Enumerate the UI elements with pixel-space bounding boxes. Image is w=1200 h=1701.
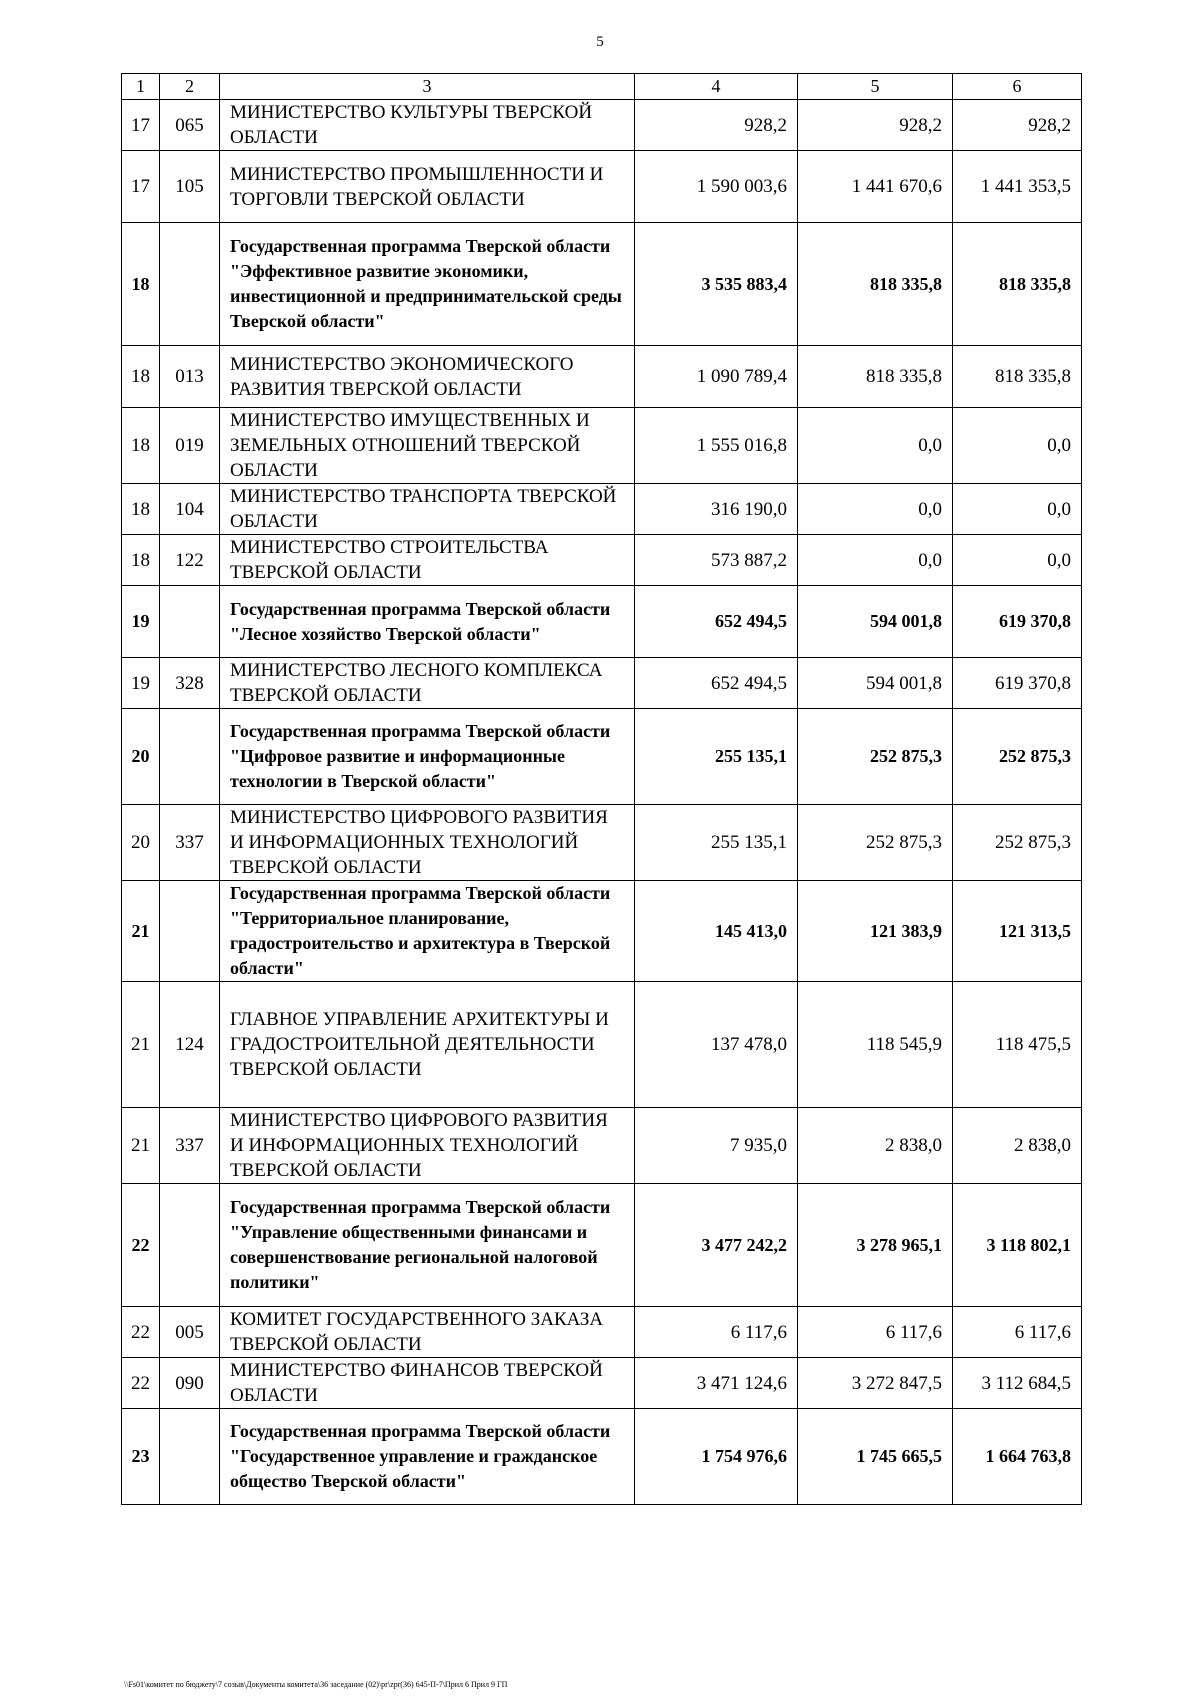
ministry-row [122, 658, 1082, 709]
header-cell: 2 [160, 74, 220, 100]
program-number-cell: 22 [122, 1307, 160, 1358]
name-cell: Государственная программа Тверской области "Территориальное планирование, градостроительство и архитектура в Тверской области" [220, 881, 635, 982]
amount-col5-cell: 0,0 [798, 484, 953, 535]
ministry-row [122, 535, 1082, 586]
amount-col4-cell: 7 935,0 [635, 1108, 798, 1184]
name-cell: МИНИСТЕРСТВО КУЛЬТУРЫ ТВЕРСКОЙ ОБЛАСТИ [220, 100, 635, 151]
program-number-cell: 19 [122, 658, 160, 709]
amount-col5-cell: 594 001,8 [798, 586, 953, 658]
name-cell: МИНИСТЕРСТВО СТРОИТЕЛЬСТВА ТВЕРСКОЙ ОБЛАСТИ [220, 535, 635, 586]
amount-col6-cell: 3 118 802,1 [953, 1184, 1082, 1307]
name-cell: ГЛАВНОЕ УПРАВЛЕНИЕ АРХИТЕКТУРЫ И ГРАДОСТРОИТЕЛЬНОЙ ДЕЯТЕЛЬНОСТИ ТВЕРСКОЙ ОБЛАСТИ [220, 982, 635, 1108]
amount-col4-cell: 1 555 016,8 [635, 408, 798, 484]
amount-col4-cell: 316 190,0 [635, 484, 798, 535]
amount-col5-cell: 3 278 965,1 [798, 1184, 953, 1307]
amount-col4-cell: 652 494,5 [635, 586, 798, 658]
amount-col6-cell: 0,0 [953, 484, 1082, 535]
ministry-code-cell: 337 [160, 1108, 220, 1184]
amount-col6-cell: 0,0 [953, 408, 1082, 484]
ministry-row [122, 346, 1082, 408]
header-cell: 6 [953, 74, 1082, 100]
program-number-cell: 20 [122, 805, 160, 881]
ministry-code-cell [160, 223, 220, 346]
program-number-cell: 19 [122, 586, 160, 658]
program-number-cell: 18 [122, 535, 160, 586]
amount-col4-cell: 1 090 789,4 [635, 346, 798, 408]
ministry-row [122, 151, 1082, 223]
program-number-cell: 18 [122, 346, 160, 408]
program-number-cell: 23 [122, 1409, 160, 1505]
ministry-row [122, 1108, 1082, 1184]
program-row [122, 586, 1082, 658]
name-cell: МИНИСТЕРСТВО ЦИФРОВОГО РАЗВИТИЯ И ИНФОРМАЦИОННЫХ ТЕХНОЛОГИЙ ТВЕРСКОЙ ОБЛАСТИ [220, 805, 635, 881]
amount-col5-cell: 252 875,3 [798, 709, 953, 805]
ministry-row [122, 1358, 1082, 1409]
ministry-row [122, 805, 1082, 881]
name-cell: МИНИСТЕРСТВО ФИНАНСОВ ТВЕРСКОЙ ОБЛАСТИ [220, 1358, 635, 1409]
ministry-code-cell: 337 [160, 805, 220, 881]
amount-col6-cell: 0,0 [953, 535, 1082, 586]
program-row [122, 1184, 1082, 1307]
amount-col6-cell: 1 664 763,8 [953, 1409, 1082, 1505]
amount-col4-cell: 3 535 883,4 [635, 223, 798, 346]
amount-col5-cell: 0,0 [798, 408, 953, 484]
amount-col4-cell: 652 494,5 [635, 658, 798, 709]
amount-col6-cell: 619 370,8 [953, 658, 1082, 709]
amount-col5-cell: 928,2 [798, 100, 953, 151]
header-cell: 4 [635, 74, 798, 100]
amount-col4-cell: 1 754 976,6 [635, 1409, 798, 1505]
program-number-cell: 20 [122, 709, 160, 805]
program-number-cell: 17 [122, 100, 160, 151]
ministry-code-cell: 328 [160, 658, 220, 709]
ministry-code-cell: 104 [160, 484, 220, 535]
name-cell: МИНИСТЕРСТВО ИМУЩЕСТВЕННЫХ И ЗЕМЕЛЬНЫХ ОТНОШЕНИЙ ТВЕРСКОЙ ОБЛАСТИ [220, 408, 635, 484]
name-cell: МИНИСТЕРСТВО ЛЕСНОГО КОМПЛЕКСА ТВЕРСКОЙ ОБЛАСТИ [220, 658, 635, 709]
ministry-row [122, 982, 1082, 1108]
ministry-row [122, 408, 1082, 484]
ministry-code-cell: 005 [160, 1307, 220, 1358]
ministry-code-cell [160, 881, 220, 982]
amount-col6-cell: 252 875,3 [953, 709, 1082, 805]
amount-col4-cell: 3 471 124,6 [635, 1358, 798, 1409]
amount-col6-cell: 2 838,0 [953, 1108, 1082, 1184]
budget-table [121, 73, 1082, 1505]
header-cell: 1 [122, 74, 160, 100]
ministry-code-cell [160, 586, 220, 658]
header-row [122, 74, 1082, 100]
program-row [122, 1409, 1082, 1505]
program-row [122, 709, 1082, 805]
name-cell: Государственная программа Тверской области "Управление общественными финансами и совершенствование региональной налоговой политики" [220, 1184, 635, 1307]
ministry-code-cell: 013 [160, 346, 220, 408]
amount-col5-cell: 3 272 847,5 [798, 1358, 953, 1409]
amount-col4-cell: 573 887,2 [635, 535, 798, 586]
program-row [122, 881, 1082, 982]
amount-col4-cell: 255 135,1 [635, 709, 798, 805]
amount-col6-cell: 118 475,5 [953, 982, 1082, 1108]
amount-col5-cell: 0,0 [798, 535, 953, 586]
amount-col4-cell: 137 478,0 [635, 982, 798, 1108]
amount-col4-cell: 255 135,1 [635, 805, 798, 881]
amount-col6-cell: 121 313,5 [953, 881, 1082, 982]
amount-col5-cell: 1 745 665,5 [798, 1409, 953, 1505]
ministry-code-cell [160, 709, 220, 805]
ministry-code-cell: 124 [160, 982, 220, 1108]
amount-col4-cell: 3 477 242,2 [635, 1184, 798, 1307]
name-cell: МИНИСТЕРСТВО ТРАНСПОРТА ТВЕРСКОЙ ОБЛАСТИ [220, 484, 635, 535]
amount-col6-cell: 3 112 684,5 [953, 1358, 1082, 1409]
amount-col6-cell: 818 335,8 [953, 223, 1082, 346]
program-number-cell: 21 [122, 982, 160, 1108]
ministry-code-cell: 019 [160, 408, 220, 484]
program-row [122, 223, 1082, 346]
ministry-row [122, 484, 1082, 535]
name-cell: МИНИСТЕРСТВО ЭКОНОМИЧЕСКОГО РАЗВИТИЯ ТВЕРСКОЙ ОБЛАСТИ [220, 346, 635, 408]
program-number-cell: 21 [122, 881, 160, 982]
amount-col4-cell: 1 590 003,6 [635, 151, 798, 223]
footer-file-path: \\Fs01\комитет по бюджету\7 созыв\Документы комитета\36 заседание (02)\pr\zpr(36) 645-П-7\Прил 6 Прил 9 ГП [124, 1680, 508, 1689]
header-cell: 5 [798, 74, 953, 100]
amount-col5-cell: 818 335,8 [798, 223, 953, 346]
ministry-row [122, 100, 1082, 151]
ministry-code-cell [160, 1184, 220, 1307]
name-cell: КОМИТЕТ ГОСУДАРСТВЕННОГО ЗАКАЗА ТВЕРСКОЙ ОБЛАСТИ [220, 1307, 635, 1358]
ministry-row [122, 1307, 1082, 1358]
amount-col5-cell: 818 335,8 [798, 346, 953, 408]
amount-col5-cell: 6 117,6 [798, 1307, 953, 1358]
name-cell: Государственная программа Тверской области "Цифровое развитие и информационные технологии в Тверской области" [220, 709, 635, 805]
amount-col5-cell: 1 441 670,6 [798, 151, 953, 223]
ministry-code-cell: 122 [160, 535, 220, 586]
amount-col6-cell: 619 370,8 [953, 586, 1082, 658]
ministry-code-cell [160, 1409, 220, 1505]
program-number-cell: 18 [122, 223, 160, 346]
ministry-code-cell: 105 [160, 151, 220, 223]
program-number-cell: 18 [122, 408, 160, 484]
amount-col5-cell: 252 875,3 [798, 805, 953, 881]
name-cell: Государственная программа Тверской области "Лесное хозяйство Тверской области" [220, 586, 635, 658]
program-number-cell: 17 [122, 151, 160, 223]
ministry-code-cell: 090 [160, 1358, 220, 1409]
amount-col4-cell: 6 117,6 [635, 1307, 798, 1358]
page-number: 5 [596, 34, 604, 50]
amount-col5-cell: 594 001,8 [798, 658, 953, 709]
amount-col5-cell: 2 838,0 [798, 1108, 953, 1184]
program-number-cell: 18 [122, 484, 160, 535]
name-cell: Государственная программа Тверской области "Государственное управление и гражданское общество Тверской области" [220, 1409, 635, 1505]
program-number-cell: 21 [122, 1108, 160, 1184]
amount-col6-cell: 1 441 353,5 [953, 151, 1082, 223]
name-cell: МИНИСТЕРСТВО ПРОМЫШЛЕННОСТИ И ТОРГОВЛИ ТВЕРСКОЙ ОБЛАСТИ [220, 151, 635, 223]
name-cell: Государственная программа Тверской области "Эффективное развитие экономики, инвестиционной и предпринимательской среды Тверской области" [220, 223, 635, 346]
amount-col6-cell: 818 335,8 [953, 346, 1082, 408]
amount-col5-cell: 121 383,9 [798, 881, 953, 982]
name-cell: МИНИСТЕРСТВО ЦИФРОВОГО РАЗВИТИЯ И ИНФОРМАЦИОННЫХ ТЕХНОЛОГИЙ ТВЕРСКОЙ ОБЛАСТИ [220, 1108, 635, 1184]
ministry-code-cell: 065 [160, 100, 220, 151]
header-cell: 3 [220, 74, 635, 100]
program-number-cell: 22 [122, 1184, 160, 1307]
amount-col4-cell: 145 413,0 [635, 881, 798, 982]
amount-col5-cell: 118 545,9 [798, 982, 953, 1108]
amount-col6-cell: 252 875,3 [953, 805, 1082, 881]
program-number-cell: 22 [122, 1358, 160, 1409]
amount-col6-cell: 928,2 [953, 100, 1082, 151]
amount-col6-cell: 6 117,6 [953, 1307, 1082, 1358]
amount-col4-cell: 928,2 [635, 100, 798, 151]
